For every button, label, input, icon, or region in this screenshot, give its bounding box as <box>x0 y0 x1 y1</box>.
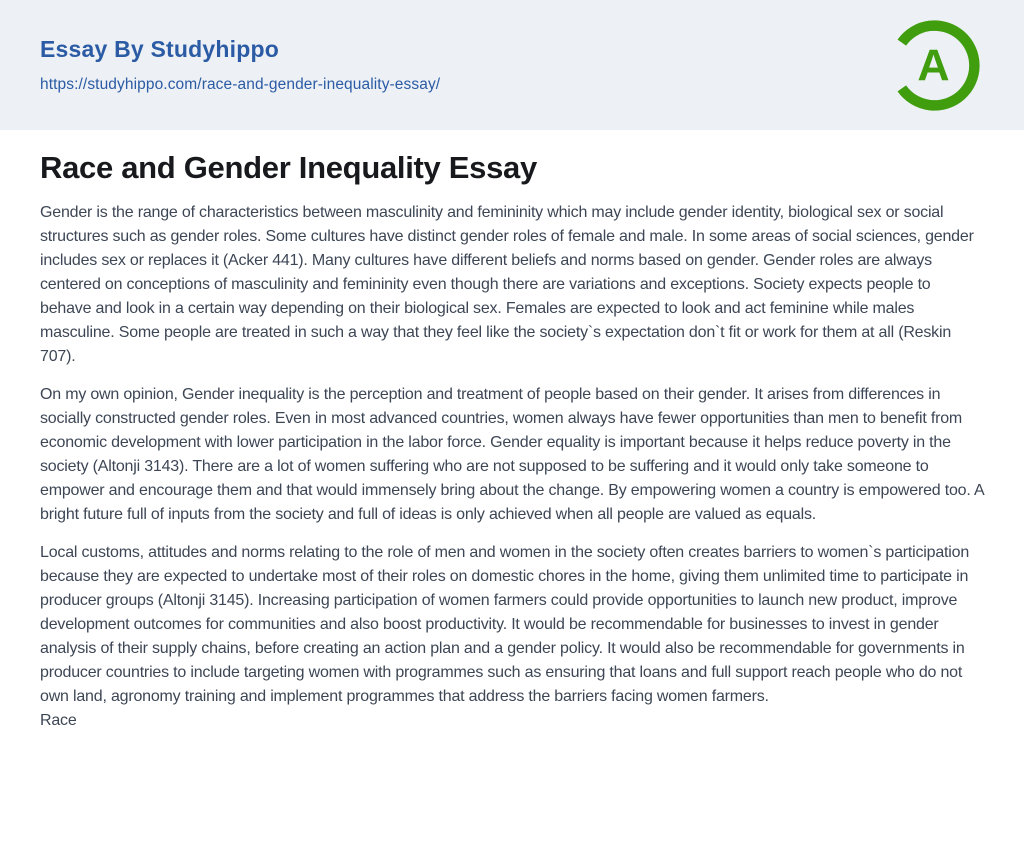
logo-letter: A <box>917 41 950 91</box>
page-header <box>0 0 1024 130</box>
essay-paragraph-1: Gender is the range of characteristics between masculinity and femininity which may include gender identity, biological sex or social structures such as gender roles. Some cultures have distinct gender roles of female and male. In some areas of social sciences, gender includes sex or replaces it (Acker 441). Many cultures have different beliefs and norms based on gender. Gender roles are always centered on conceptions of masculinity and femininity even though there are variations and exceptions. Society expects people to behave and look in a certain way depending on their biological sex. Females are expected to look and act feminine while males masculine. Some people are treated in such a way that they feel like the society`s expectation don`t fit or work for them at all (Reskin 707). <box>40 204 974 365</box>
header-text-block <box>40 36 440 94</box>
paragraph-text: Local customs, attitudes and norms relating to the role of men and women in the society often creates barriers to women`s participation because they are expected to undertake most of their roles on domestic chores in the home, giving them unlimited time to participate in producer groups (Altonji 3145). Increasing participation of women farmers could provide opportunities to launch new product, improve development outcomes for communities and also boost productivity. It would be recommendable for businesses to invest in gender analysis of their supply chains, before creating an action plan and a gender policy. It would also be recommendable for governments in producer countries to include targeting women with programmes such as ensuring that loans and full support reach people who do not own land, agronomy training and implement programmes that address the barriers facing women farmers. <box>40 544 970 705</box>
trailing-word: Race <box>40 712 77 729</box>
essay-content <box>0 130 1024 733</box>
studyhippo-logo-icon <box>887 18 982 113</box>
studyhippo-logo <box>887 18 982 113</box>
site-title: Essay By Studyhippo <box>40 36 279 62</box>
essay-title: Race and Gender Inequality Essay <box>40 150 537 185</box>
essay-paragraph-2: On my own opinion, Gender inequality is the perception and treatment of people based on their gender. It arises from differences in socially constructed gender roles. Even in most advanced countries, women always have fewer opportunities than men to benefit from economic development with lower participation in the labor force. Gender equality is important because it helps reduce poverty in the society (Altonji 3143). There are a lot of women suffering who are not supposed to be suffering and it would only take someone to empower and encourage them and that would immensely bring about the change. By empowering women a country is empowered too. A bright future full of inputs from the society and full of ideas is only achieved when all people are valued as equals. <box>40 386 984 523</box>
essay-paragraph-3 <box>40 541 984 733</box>
essay-url-link[interactable]: https://studyhippo.com/race-and-gender-inequality-essay/ <box>40 76 441 93</box>
